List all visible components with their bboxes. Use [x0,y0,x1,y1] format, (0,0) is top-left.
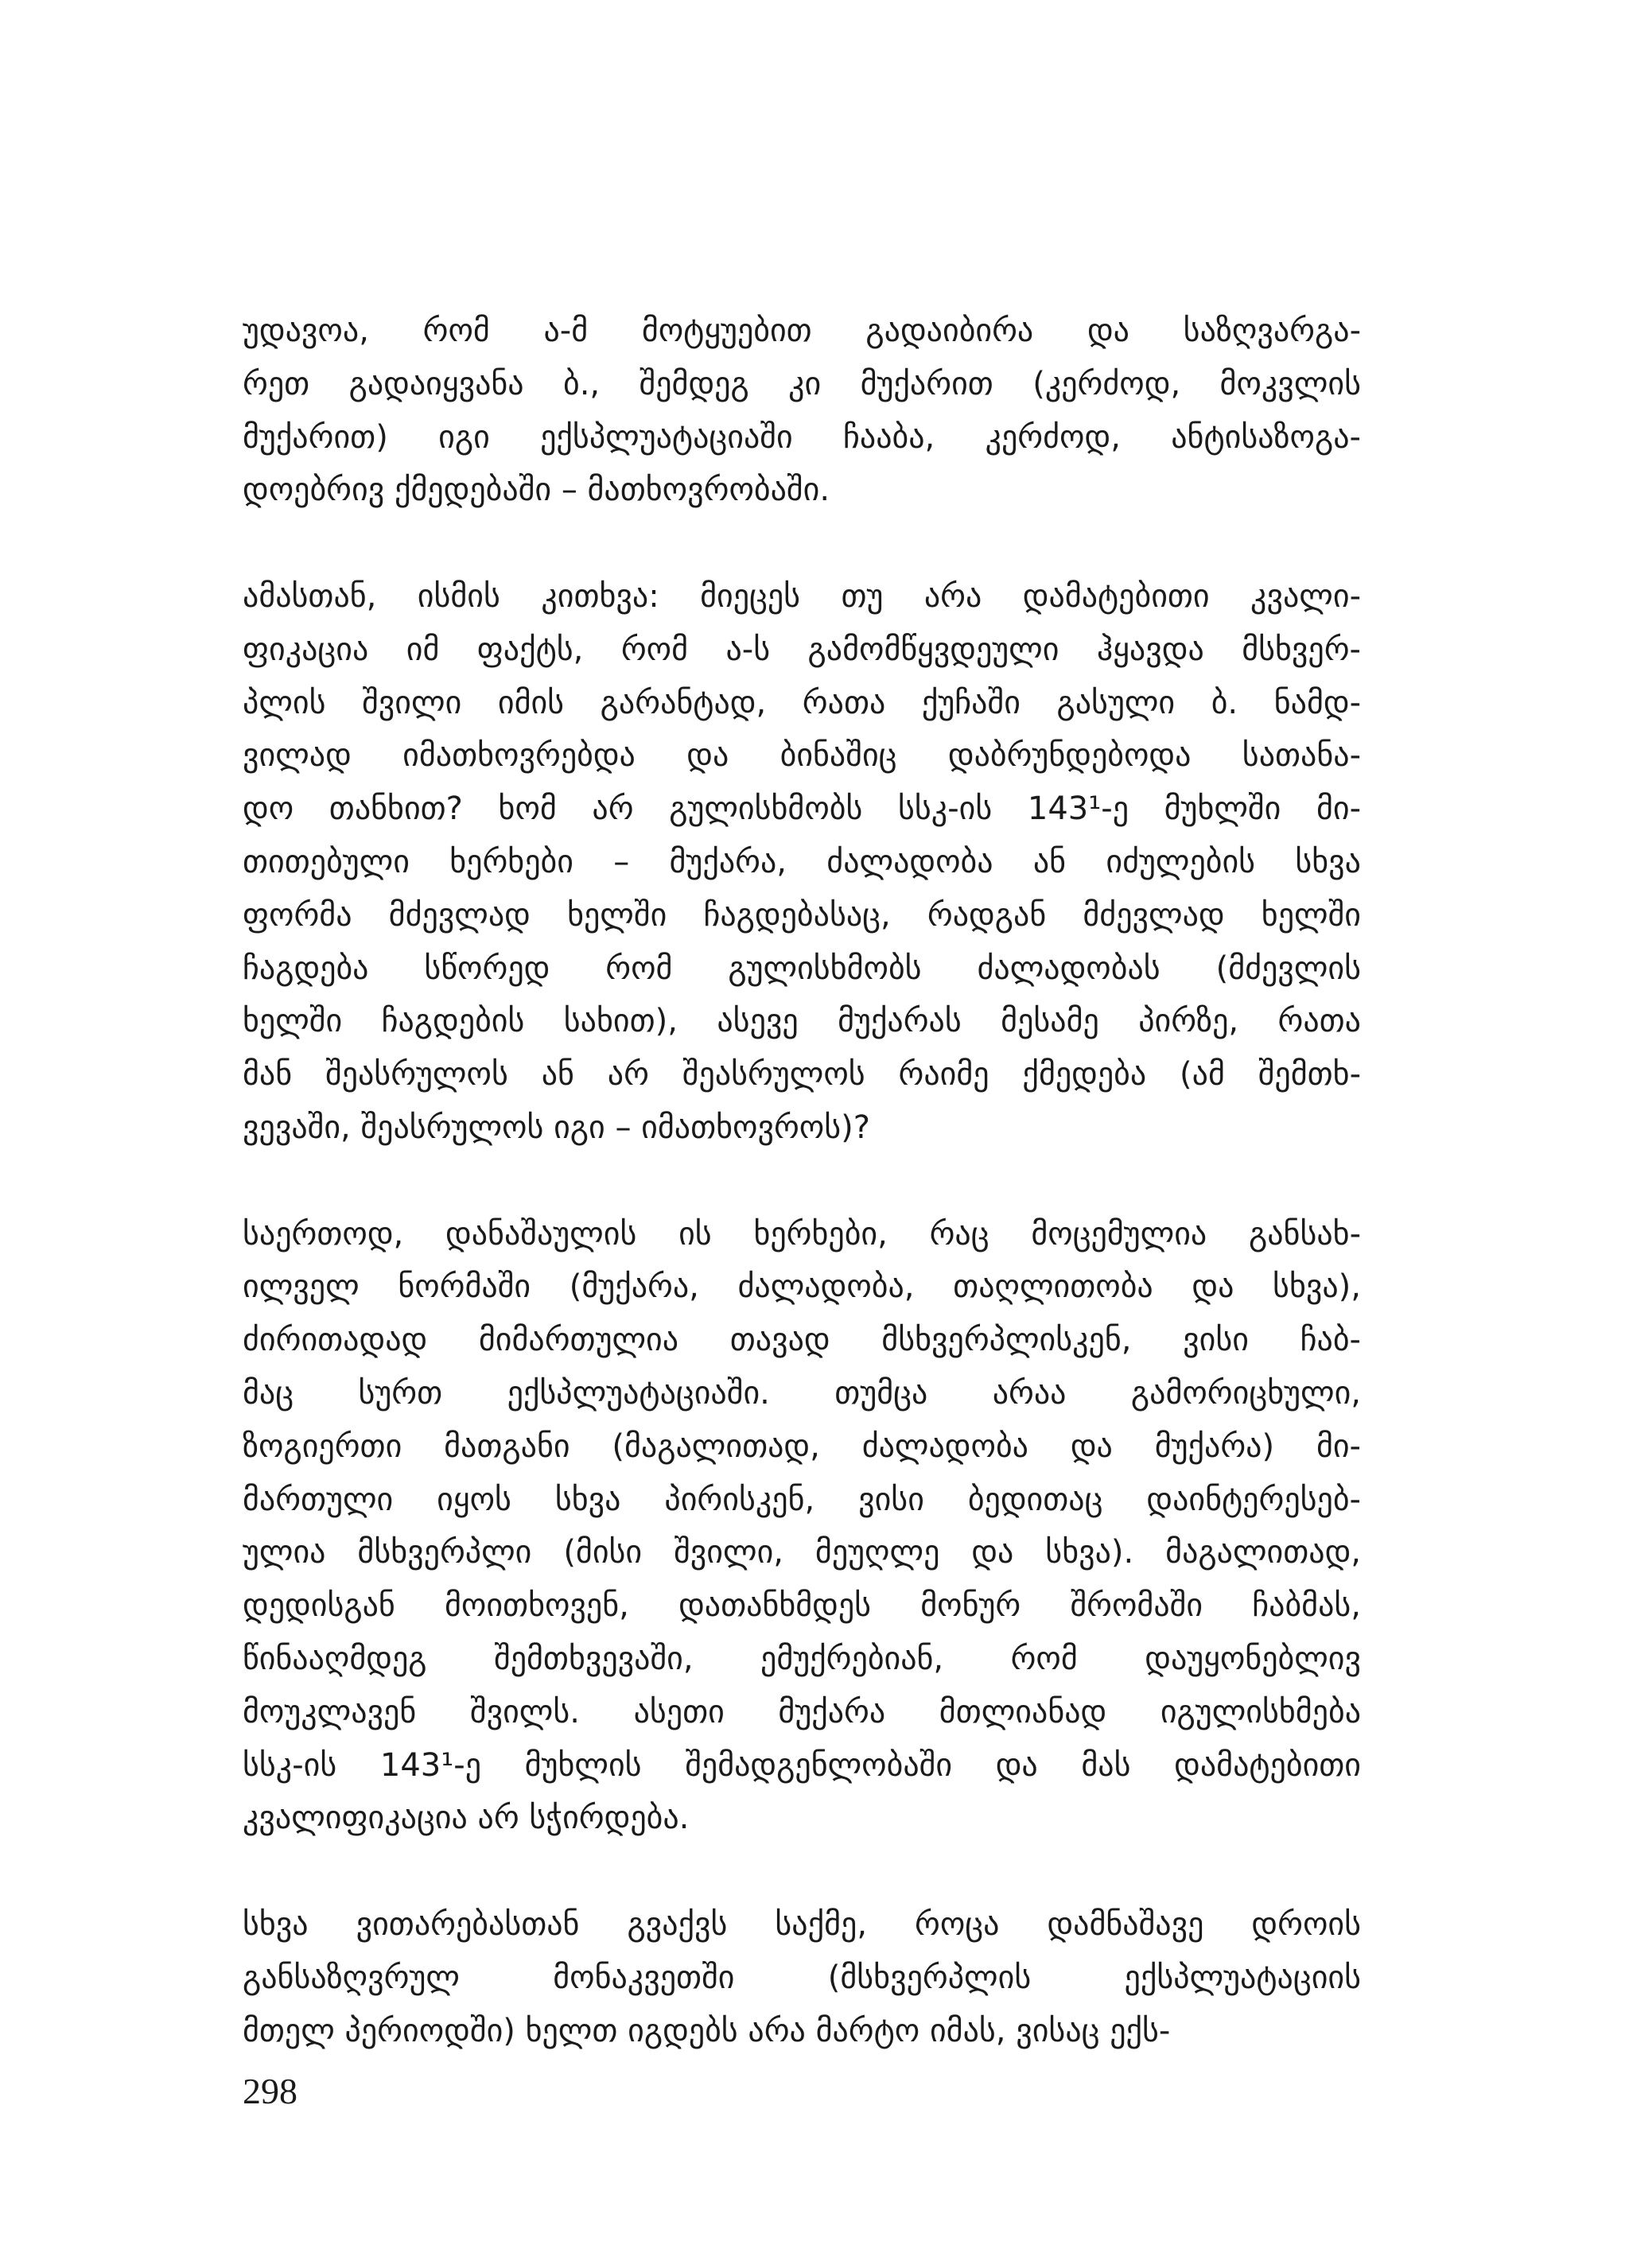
page-number: 298 [243,2071,297,2111]
text-line: მაც სურთ ექსპლუატაციაში. თუმცა არაა გამორიცხული, [243,1374,1361,1412]
text-line: ილველ ნორმაში (მუქარა, ძალადობა, თაღლითობა და სხვა), [243,1268,1361,1306]
text-line: მოუკლავენ შვილს. ასეთი მუქარა მთლიანად იგულისხმება [243,1693,1361,1730]
text-line: ფიკაცია იმ ფაქტს, რომ ა-ს გამომწყვდეული ჰყავდა მსხვერ- [243,631,1361,668]
text-line: ულია მსხვერპლი (მისი შვილი, მეუღლე და სხვა). მაგალითად, [243,1534,1361,1571]
paragraph [243,1208,1361,1846]
text-line: მან შეასრულოს ან არ შეასრულოს რაიმე ქმედება (ამ შემთხ- [243,1056,1361,1093]
text-line: ძირითადად მიმართულია თავად მსხვერპლისკენ, ვისი ჩაბ- [243,1322,1361,1359]
text-line: ვილად იმათხოვრებდა და ბინაშიც დაბრუნდებოდა სათანა- [243,737,1361,775]
text-line: საერთოდ, დანაშაულის ის ხერხები, რაც მოცემულია განსახ- [243,1215,1361,1252]
body-text [243,305,1361,2111]
text-line: წინააღმდეგ შემთხვევაში, ემუქრებიან, რომ დაუყონებლივ [243,1640,1361,1677]
text-line: სსკ-ის 143¹-ე მუხლის შემადგენლობაში და მას დამატებითი [243,1746,1361,1784]
text-line: მართული იყოს სხვა პირისკენ, ვისი ბედითაც დაინტერესებ- [243,1481,1361,1518]
text-line: მუქარით) იგი ექსპლუატაციაში ჩააბა, კერძოდ, ანტისაზოგა- [243,418,1361,456]
text-line: ზოგიერთი მათგანი (მაგალითად, ძალადობა და მუქარა) მი- [243,1427,1361,1465]
text-line: ვევაში, შეასრულოს იგი – იმათხოვროს)? [243,1109,870,1146]
text-line: ფორმა მძევლად ხელში ჩაგდებასაც, რადგან მძევლად ხელში [243,896,1361,934]
paragraph [243,305,1361,517]
paragraph [243,1898,1361,2057]
paragraph [243,570,1361,1155]
text-line: თითებული ხერხები – მუქარა, ძალადობა ან იძულების სხვა [243,843,1361,880]
text-line: განსაზღვრულ მონაკვეთში (მსხვერპლის ექსპლუატაციის [243,1959,1361,1996]
text-line: ხელში ჩაგდების სახით), ასევე მუქარას მესამე პირზე, რათა [243,1003,1361,1040]
text-line: პლის შვილი იმის გარანტად, რათა ქუჩაში გასული ბ. ნამდ- [243,684,1361,721]
text-line: რეთ გადაიყვანა ბ., შემდეგ კი მუქარით (კერძოდ, მოკვლის [243,365,1361,402]
text-line: მთელ პერიოდში) ხელთ იგდებს არა მარტო იმას, ვისაც ექს- [243,2012,1171,2049]
text-line: დედისგან მოითხოვენ, დათანხმდეს მონურ შრომაში ჩაბმას, [243,1587,1361,1625]
text-line: დოებრივ ქმედებაში – მათხოვრობაში. [243,472,830,509]
text-line: კვალიფიკაცია არ სჭირდება. [243,1800,690,1837]
text-line: დო თანხით? ხომ არ გულისხმობს სსკ-ის 143¹-ე მუხლში მი- [243,790,1361,828]
text-line: უდავოა, რომ ა-მ მოტყუებით გადაიბირა და საზღვარგა- [243,313,1361,349]
text-line: ამასთან, ისმის კითხვა: მიეცეს თუ არა დამატებითი კვალი- [243,577,1361,615]
text-line: ჩაგდება სწორედ რომ გულისხმობს ძალადობას (მძევლის [243,950,1361,987]
text-line: სხვა ვითარებასთან გვაქვს საქმე, როცა დამნაშავე დროის [243,1905,1361,1943]
